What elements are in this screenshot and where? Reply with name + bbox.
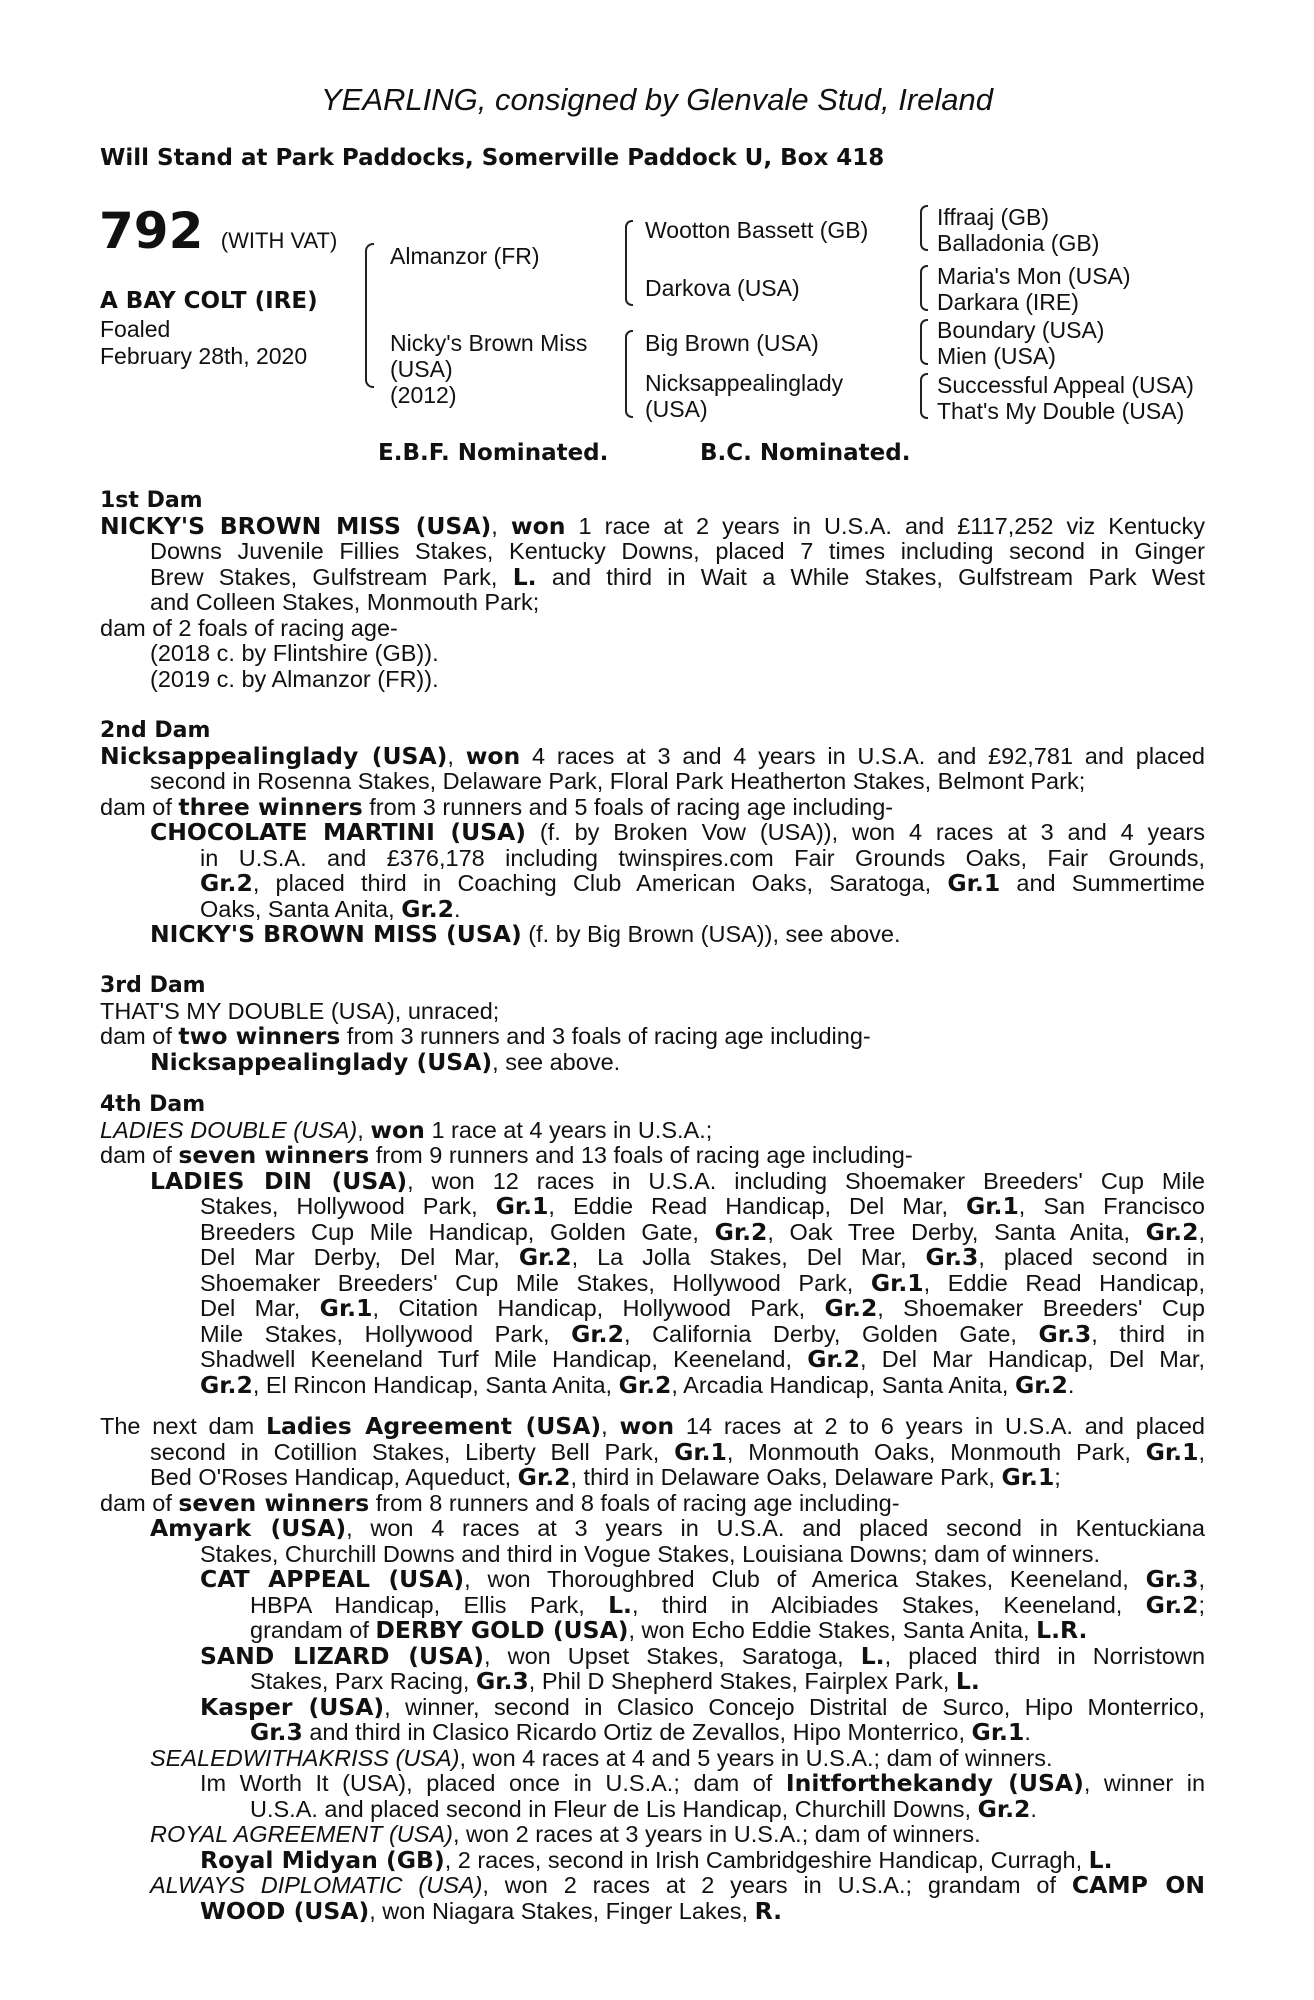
pedigree-brace-g3-1: [920, 205, 928, 251]
text-span: Oaks, Santa Anita,: [200, 895, 402, 922]
g3-ancestor: Mien (USA): [937, 343, 1056, 369]
text-span: , winner in: [1083, 1770, 1206, 1796]
text-span: dam of: [100, 1142, 179, 1168]
bold-text: Gr.2: [518, 1243, 572, 1271]
section-body: [100, 511, 1205, 693]
page-title: YEARLING, consigned by Glenvale Stud, Ireland: [320, 82, 994, 117]
italic-text: ROYAL AGREEMENT (USA): [150, 1821, 453, 1847]
bold-text: Gr.3: [925, 1243, 979, 1271]
sire-name: Almanzor (FR): [390, 243, 540, 269]
lot-number: [99, 203, 337, 269]
section-heading: 3rd Dam: [100, 973, 206, 998]
text-line: [100, 1115, 1205, 1144]
text-line: [100, 1488, 1205, 1517]
text-span: ;: [1054, 1464, 1061, 1490]
text-line: [100, 1024, 1205, 1050]
text-line: [100, 792, 1205, 821]
text-span: ,: [1198, 1566, 1205, 1592]
text-span: , won 2 races at 2 years in U.S.A.; grandam of: [482, 1872, 1072, 1898]
text-span: from 9 runners and 13 foals of racing age including-: [369, 1142, 913, 1168]
section-heading: 2nd Dam: [100, 718, 211, 743]
text-line: [100, 894, 1205, 923]
text-line: [100, 999, 1205, 1025]
text-span: , won Niagara Stakes, Finger Lakes,: [369, 1897, 755, 1924]
text-span: Del Mar,: [200, 1295, 320, 1321]
dam-name-line: (2012): [390, 382, 457, 408]
text-line: [100, 1590, 1206, 1619]
text-span: Stakes, Churchill Downs and third in Vogue Stakes, Louisiana Downs; dam of winners.: [200, 1540, 1100, 1567]
text-span: , Citation Handicap, Hollywood Park,: [372, 1295, 825, 1321]
text-line: [100, 1347, 1205, 1373]
bold-text: Gr.1: [1001, 1463, 1055, 1491]
text-line: [100, 1771, 1205, 1797]
bold-text: Kasper (USA): [200, 1692, 385, 1721]
text-line: [100, 1465, 1205, 1491]
text-span: HBPA Handicap, Ellis Park,: [250, 1591, 609, 1618]
g3-ancestor: Iffraaj (GB): [937, 204, 1050, 230]
sire-sire-name: Wootton Bassett (GB): [645, 217, 869, 243]
third-dam-section: [100, 973, 1205, 1075]
g3-ancestor: Darkara (IRE): [937, 289, 1079, 315]
section-body: [100, 1414, 1205, 1924]
pedigree-brace-sire: [625, 220, 633, 306]
pedigree-brace-g3-2: [920, 265, 928, 311]
bold-text: NICKY'S BROWN MISS (USA): [100, 511, 492, 540]
dam-name: [390, 330, 587, 408]
bold-text: R.: [754, 1896, 783, 1925]
text-span: from 3 runners and 5 foals of racing age including-: [362, 793, 894, 820]
text-span: ,: [1198, 1218, 1205, 1245]
text-span: , California Derby, Golden Gate,: [623, 1320, 1039, 1347]
bold-text: L.: [1088, 1845, 1113, 1874]
bold-text: Gr.2: [618, 1370, 672, 1399]
text-line: [100, 1414, 1205, 1440]
bold-text: CAMP ON: [1071, 1871, 1205, 1899]
text-line: [100, 1567, 1205, 1593]
bold-text: WOOD (USA): [200, 1896, 370, 1925]
text-span: dam of: [100, 793, 179, 820]
text-line: [100, 1896, 1205, 1925]
bold-text: three winners: [178, 792, 363, 821]
text-line: [100, 1245, 1205, 1271]
text-span: , won 4 races at 4 and 5 years in U.S.A.; dam of winners.: [459, 1744, 1053, 1771]
text-span: .: [1024, 1719, 1031, 1745]
bold-text: won: [370, 1115, 425, 1144]
dam-dam-name-line: Nicksappealinglady: [645, 370, 844, 396]
text-line: [100, 820, 1205, 846]
text-span: , see above.: [492, 1048, 621, 1075]
text-span: , won Upset Stakes, Saratoga,: [483, 1642, 861, 1669]
first-dam-section: [100, 488, 1205, 692]
text-span: ,: [447, 742, 466, 769]
text-line: [100, 846, 1205, 872]
bold-text: Gr.1: [495, 1192, 549, 1220]
next-dam-section: [100, 1414, 1205, 1924]
text-span: grandam of: [250, 1617, 376, 1643]
bc-nominated: B.C. Nominated.: [700, 440, 911, 466]
text-span: .: [1067, 1371, 1075, 1398]
text-span: Shoemaker Breeders' Cup Mile Stakes, Hollywood Park,: [200, 1269, 871, 1296]
text-span: .: [454, 895, 461, 922]
sire-dam-name: Darkova (USA): [645, 275, 800, 301]
text-span: , placed second in: [978, 1244, 1205, 1270]
text-span: (f. by Big Brown (USA)), see above.: [521, 921, 901, 947]
bold-text: L.: [860, 1641, 885, 1670]
bold-text: NICKY'S BROWN MISS (USA): [150, 920, 522, 948]
bold-text: L.: [955, 1667, 980, 1695]
text-line: [100, 1319, 1205, 1348]
text-span: , won 2 races at 3 years in U.S.A.; dam of winners.: [452, 1821, 981, 1847]
text-line: [100, 1268, 1205, 1297]
text-span: , Oak Tree Derby, Santa Anita,: [767, 1218, 1146, 1245]
text-line: [100, 1047, 1205, 1076]
text-span: , won Echo Eddie Stakes, Santa Anita,: [628, 1617, 1037, 1643]
bold-text: L.: [608, 1590, 632, 1619]
text-line: [100, 1669, 1205, 1695]
text-span: (2018 c. by Flintshire (GB)).: [150, 640, 439, 666]
bold-text: SAND LIZARD (USA): [200, 1641, 484, 1670]
text-span: ,: [601, 1413, 620, 1439]
g3-ancestor: That's My Double (USA): [937, 398, 1185, 424]
bold-text: Gr.1: [870, 1268, 924, 1297]
text-span: (2019 c. by Almanzor (FR)).: [150, 665, 439, 692]
foaled-label: Foaled: [100, 316, 171, 342]
bold-text: LADIES DIN (USA): [150, 1166, 408, 1195]
text-line: [100, 616, 1205, 642]
text-span: second in Cotillion Stakes, Liberty Bell Park,: [150, 1438, 675, 1465]
bold-text: Gr.2: [1145, 1590, 1199, 1619]
bold-text: won: [619, 1412, 675, 1440]
text-span: in U.S.A. and £376,178 including twinspires.com Fair Grounds Oaks, Fair Grounds,: [200, 844, 1205, 871]
bold-text: Royal Midyan (GB): [200, 1845, 445, 1874]
text-line: [100, 562, 1205, 591]
bold-text: two winners: [178, 1022, 341, 1050]
text-span: 14 races at 2 to 6 years in U.S.A. and placed: [674, 1413, 1205, 1439]
text-span: , third in: [1091, 1320, 1205, 1347]
bold-text: Gr.1: [319, 1294, 373, 1322]
bold-text: Gr.2: [977, 1794, 1031, 1823]
text-span: 4 races at 3 and 4 years in U.S.A. and £92,781 and placed: [520, 742, 1206, 769]
text-span: , El Rincon Handicap, Santa Anita,: [252, 1371, 619, 1398]
text-span: , third in Alcibiades Stakes, Keeneland,: [631, 1591, 1146, 1618]
text-span: ,: [1198, 1438, 1205, 1465]
text-span: and third in Wait a While Stakes, Gulfstream Park West: [536, 563, 1205, 590]
bold-text: CHOCOLATE MARTINI (USA): [150, 818, 527, 846]
text-span: Stakes, Hollywood Park,: [200, 1193, 496, 1219]
text-span: , won 12 races in U.S.A. including Shoemaker Breeders' Cup Mile: [407, 1167, 1205, 1194]
text-span: 1 race at 2 years in U.S.A. and £117,252 viz Kentucky: [565, 512, 1205, 539]
bold-text: Nicksappealinglady (USA): [150, 1047, 493, 1076]
text-span: , third in Delaware Oaks, Delaware Park,: [570, 1464, 1002, 1490]
text-span: , placed third in Coaching Club American Oaks, Saratoga,: [252, 870, 948, 896]
text-line: [100, 1194, 1205, 1220]
text-line: [100, 667, 1205, 693]
horse-name: A BAY COLT (IRE): [100, 288, 318, 314]
text-span: , San Francisco: [1018, 1193, 1205, 1219]
text-line: [100, 1618, 1205, 1644]
bold-text: Gr.1: [947, 869, 1001, 897]
fourth-dam-section: [100, 1092, 1205, 1398]
bold-text: Gr.2: [824, 1294, 878, 1322]
g3-ancestor: Boundary (USA): [937, 317, 1105, 343]
text-span: The next dam: [100, 1413, 267, 1439]
bold-text: Gr.2: [714, 1217, 768, 1246]
text-span: and Summertime: [1000, 870, 1205, 896]
bold-text: L.: [512, 562, 537, 591]
bold-text: CAT APPEAL (USA): [200, 1565, 465, 1593]
text-line: [100, 1166, 1205, 1195]
g3-ancestor: Maria's Mon (USA): [937, 263, 1131, 289]
text-line: [100, 741, 1206, 770]
text-span: Breeders Cup Mile Handicap, Golden Gate,: [200, 1218, 715, 1245]
text-span: , Del Mar Handicap, Del Mar,: [860, 1346, 1205, 1372]
bold-text: DERBY GOLD (USA): [375, 1616, 629, 1644]
text-span: , won 4 races at 3 years in U.S.A. and placed second in Kentuckiana: [346, 1515, 1205, 1541]
bold-text: Gr.3: [1038, 1319, 1092, 1348]
bold-text: Nicksappealinglady (USA): [100, 741, 448, 770]
text-line: [100, 1217, 1205, 1246]
bold-text: Initforthekandy (USA): [785, 1769, 1084, 1797]
section-heading: 1st Dam: [100, 488, 203, 513]
bold-text: Gr.2: [200, 869, 253, 897]
pedigree-brace-g3-3: [920, 319, 928, 365]
bold-text: L.R.: [1036, 1616, 1088, 1644]
text-span: .: [1030, 1795, 1037, 1822]
bold-text: seven winners: [178, 1141, 370, 1169]
section-body: [100, 1115, 1205, 1399]
bold-text: Amyark (USA): [150, 1514, 347, 1542]
text-span: , La Jolla Stakes, Del Mar,: [571, 1244, 926, 1270]
dam-sire-name: Big Brown (USA): [645, 330, 819, 356]
bold-text: seven winners: [178, 1488, 370, 1517]
text-span: , winner, second in Clasico Concejo Distrital de Surco, Hipo Monterrico,: [384, 1693, 1206, 1720]
text-span: , Monmouth Oaks, Monmouth Park,: [726, 1438, 1146, 1465]
g3-ancestor: Balladonia (GB): [937, 230, 1100, 256]
italic-text: LADIES DOUBLE (USA): [100, 1116, 358, 1143]
text-line: [100, 1516, 1205, 1542]
foaled-date: February 28th, 2020: [100, 343, 308, 369]
ebf-nominated: E.B.F. Nominated.: [378, 440, 609, 466]
text-span: dam of: [100, 1023, 179, 1049]
section-heading: 4th Dam: [100, 1092, 206, 1117]
bold-text: won: [465, 741, 521, 770]
bold-text: Gr.3: [250, 1718, 303, 1746]
text-span: dam of 2 foals of racing age-: [100, 614, 398, 641]
text-span: and Colleen Stakes, Monmouth Park;: [150, 589, 540, 615]
bold-text: Gr.2: [807, 1345, 860, 1373]
text-line: [100, 1542, 1205, 1568]
text-span: ,: [357, 1116, 371, 1143]
pedigree-brace-main: [365, 243, 374, 388]
text-span: , placed third in Norristown: [884, 1642, 1206, 1669]
text-line: [100, 1692, 1206, 1721]
section-body: [100, 741, 1206, 948]
text-line: [100, 1746, 1205, 1772]
text-span: Bed O'Roses Handicap, Aqueduct,: [150, 1464, 518, 1490]
text-line: [100, 1720, 1205, 1746]
vat-note: (WITH VAT): [220, 228, 338, 253]
bold-text: Gr.1: [971, 1718, 1025, 1746]
text-span: , Eddie Read Handicap,: [923, 1269, 1205, 1296]
text-line: [100, 1822, 1205, 1848]
dam-dam-name-line: (USA): [645, 396, 708, 422]
text-line: [100, 1873, 1205, 1899]
lot-number-value: 792: [99, 202, 204, 260]
text-span: dam of: [100, 1489, 179, 1516]
text-span: second in Rosenna Stakes, Delaware Park, Floral Park Heatherton Stakes, Belmont Park;: [150, 768, 1086, 794]
bold-text: Gr.1: [1145, 1437, 1199, 1466]
venue-line: Will Stand at Park Paddocks, Somerville Paddock U, Box 418: [100, 145, 885, 171]
text-span: 1 race at 4 years in U.S.A.;: [424, 1116, 713, 1143]
text-span: ,: [491, 512, 511, 539]
text-span: , Arcadia Handicap, Santa Anita,: [671, 1371, 1015, 1398]
text-line: [100, 1143, 1205, 1169]
bold-text: Gr.2: [200, 1370, 253, 1399]
text-span: from 8 runners and 8 foals of racing age including-: [369, 1489, 900, 1516]
bold-text: Gr.2: [571, 1319, 624, 1348]
text-span: , won Thoroughbred Club of America Stakes, Keeneland,: [464, 1566, 1146, 1592]
text-span: ;: [1198, 1591, 1206, 1618]
section-body: [100, 999, 1205, 1076]
text-span: Stakes, Parx Racing,: [250, 1668, 476, 1694]
text-span: Im Worth It (USA), placed once in U.S.A.; dam of: [200, 1770, 786, 1796]
text-span: U.S.A. and placed second in Fleur de Lis Handicap, Churchill Downs,: [250, 1795, 978, 1822]
text-span: (f. by Broken Vow (USA)), won 4 races at 3 and 4 years: [526, 819, 1205, 845]
text-line: [100, 539, 1205, 565]
text-span: Mile Stakes, Hollywood Park,: [200, 1320, 572, 1347]
text-span: , Shoemaker Breeders' Cup: [877, 1295, 1205, 1321]
bold-text: Gr.2: [517, 1463, 571, 1491]
bold-text: Ladies Agreement (USA): [266, 1412, 602, 1440]
text-span: Downs Juvenile Fillies Stakes, Kentucky Downs, placed 7 times including second in Ginger: [150, 538, 1205, 564]
text-span: and third in Clasico Ricardo Ortiz de Zevallos, Hipo Monterrico,: [302, 1719, 972, 1745]
dam-name-line: (USA): [390, 356, 453, 382]
bold-text: Gr.2: [1145, 1217, 1199, 1246]
bold-text: Gr.1: [674, 1437, 727, 1466]
text-line: [100, 922, 1205, 948]
text-span: from 3 runners and 3 foals of racing age including-: [340, 1023, 871, 1049]
text-span: , 2 races, second in Irish Cambridgeshire Handicap, Curragh,: [444, 1846, 1089, 1873]
text-line: [100, 641, 1205, 667]
text-line: [100, 1296, 1205, 1322]
text-line: [100, 511, 1205, 540]
bold-text: Gr.1: [965, 1192, 1019, 1220]
text-line: [100, 1845, 1205, 1874]
pedigree-brace-g3-4: [920, 373, 928, 419]
text-line: [100, 1641, 1206, 1670]
bold-text: Gr.3: [475, 1667, 529, 1695]
bold-text: Gr.2: [401, 894, 454, 923]
italic-text: SEALEDWITHAKRISS (USA): [150, 1744, 460, 1771]
text-line: [100, 1437, 1205, 1466]
foaled-info: [100, 316, 307, 370]
italic-text: ALWAYS DIPLOMATIC (USA): [150, 1872, 483, 1898]
text-line: [100, 1794, 1205, 1823]
g3-ancestor: Successful Appeal (USA): [937, 372, 1194, 398]
bold-text: Gr.2: [1015, 1370, 1068, 1399]
text-line: [100, 1370, 1205, 1399]
text-span: , Phil D Shepherd Stakes, Fairplex Park,: [528, 1668, 956, 1694]
dam-name-line: Nicky's Brown Miss: [390, 330, 588, 356]
text-span: , Eddie Read Handicap, Del Mar,: [548, 1193, 966, 1219]
text-span: Shadwell Keeneland Turf Mile Handicap, Keeneland,: [200, 1346, 808, 1372]
pedigree-brace-dam: [625, 330, 633, 418]
text-line: [100, 590, 1205, 616]
text-line: [100, 769, 1205, 795]
dam-dam-name: [645, 370, 843, 422]
bold-text: won: [510, 511, 566, 540]
text-line: [100, 871, 1205, 897]
text-span: Del Mar Derby, Del Mar,: [200, 1244, 519, 1270]
text-span: Brew Stakes, Gulfstream Park,: [150, 563, 513, 590]
second-dam-section: [100, 718, 1205, 948]
bold-text: Gr.3: [1145, 1565, 1199, 1593]
text-span: THAT'S MY DOUBLE (USA), unraced;: [100, 997, 500, 1024]
